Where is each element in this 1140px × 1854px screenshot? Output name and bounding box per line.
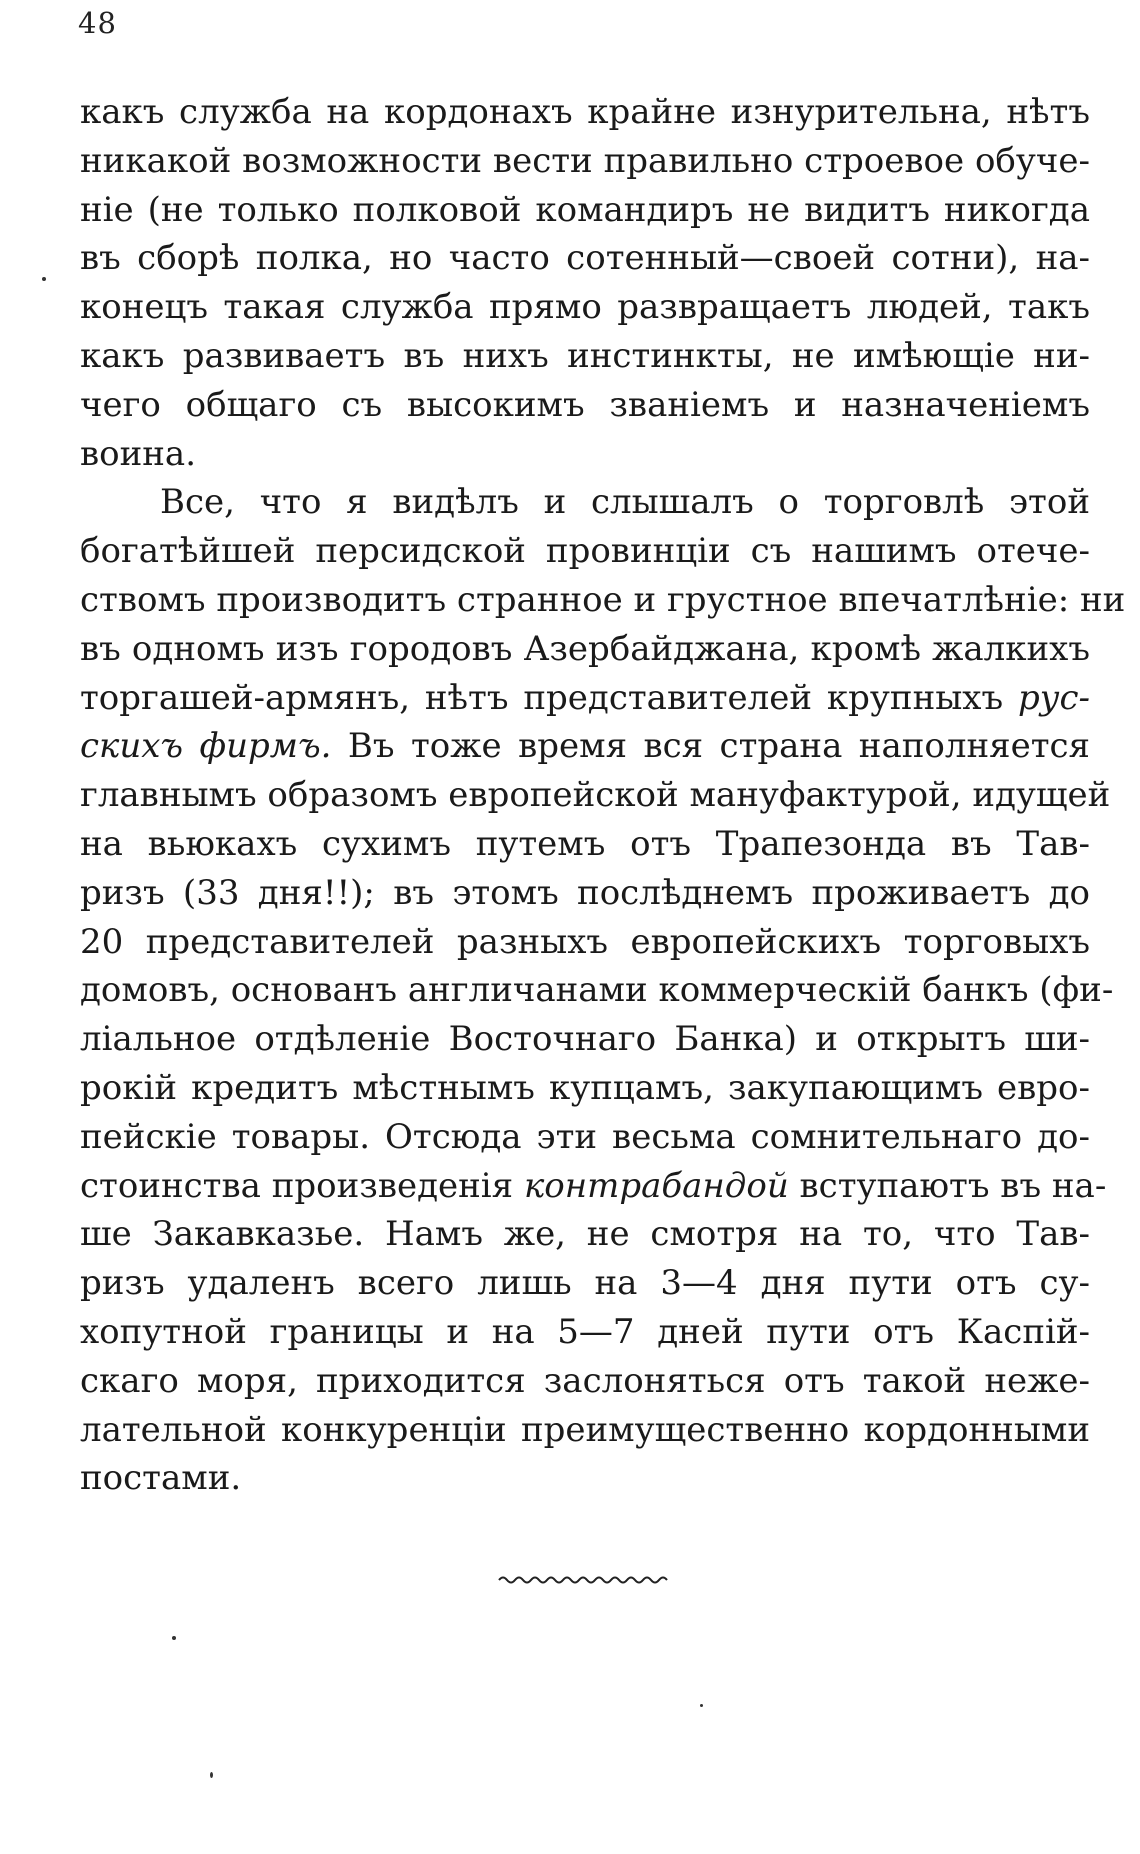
italic-text: рус- [1017, 677, 1090, 718]
text-line-paragraph-end: постами. [80, 1458, 242, 1499]
text-line: ше Закавказье. Намъ же, не смотря на то, что Тав- [80, 1214, 1090, 1255]
text-line: скаго моря, приходится заслоняться отъ такой неже- [80, 1360, 1090, 1401]
print-speck [172, 1636, 176, 1640]
text-line: стоинства произведенiя контрабандой вступаютъ въ на- [80, 1165, 1107, 1206]
text-line: какъ развиваетъ въ нихъ инстинкты, не имѣющiе ни- [80, 335, 1090, 376]
text-line: ствомъ производитъ странное и грустное впечатлѣнiе: ни [80, 579, 1126, 620]
text-line: главнымъ образомъ европейской мануфактурой, идущей [80, 775, 1111, 816]
text-line: въ одномъ изъ городовъ Азербайджана, кромѣ жалкихъ [80, 628, 1090, 669]
text-line: въ сборѣ полка, но часто сотенный—своей сотни), на- [80, 238, 1090, 279]
text-line: никакой возможности вести правильно строевое обуче- [80, 140, 1090, 181]
text-line: лiальное отдѣленiе Восточнаго Банка) и открытъ ши- [80, 1019, 1090, 1060]
text-line-paragraph-end: воина. [80, 433, 197, 474]
print-speck [210, 1772, 213, 1778]
text-line: рокiй кредитъ мѣстнымъ купцамъ, закупающимъ евро- [80, 1067, 1090, 1108]
text-line: хопутной границы и на 5—7 дней пути отъ Каспiй- [80, 1311, 1090, 1352]
text-line: 20 представителей разныхъ европейскихъ торговыхъ [80, 921, 1090, 962]
text-line: какъ служба на кордонахъ крайне изнурительна, нѣтъ [80, 92, 1090, 132]
print-speck [700, 1704, 703, 1707]
text-line: богатѣйшей персидской провинцiи съ нашимъ отече- [80, 531, 1090, 572]
wavy-divider-ornament [497, 1574, 669, 1586]
italic-text: контрабандой [523, 1165, 789, 1206]
text-line: торгашей-армянъ, нѣтъ представителей крупныхъ рус- [80, 677, 1090, 718]
text-line: нiе (не только полковой командиръ не видитъ никогда [80, 189, 1090, 230]
text-line: лательной конкуренцiи преимущественно кордонными [80, 1409, 1090, 1450]
page-number: 48 [78, 6, 117, 40]
body-text [80, 88, 1126, 1503]
text-line: на вьюкахъ сухимъ путемъ отъ Трапезонда въ Тав- [80, 823, 1090, 864]
text-line: ризъ удаленъ всего лишь на 3—4 дня пути отъ су- [80, 1263, 1090, 1304]
text-line: пейскiе товары. Отсюда эти весьма сомнительнаго до- [80, 1116, 1090, 1157]
text-line: конецъ такая служба прямо развращаетъ людей, такъ [80, 287, 1090, 328]
text-line: домовъ, основанъ англичанами коммерческiй банкъ (фи- [80, 970, 1114, 1011]
text-line: чего общаго съ высокимъ званiемъ и назначенiемъ [80, 384, 1090, 425]
text-line: скихъ фирмъ. Въ тоже время вся страна наполняется [80, 726, 1090, 767]
italic-text: скихъ фирмъ. [80, 726, 332, 767]
text-line-paragraph-start: Все, что я видѣлъ и слышалъ о торговлѣ этой [160, 482, 1090, 523]
text-line: ризъ (33 дня!!); въ этомъ послѣднемъ проживаетъ до [80, 872, 1090, 913]
print-speck [42, 277, 46, 281]
